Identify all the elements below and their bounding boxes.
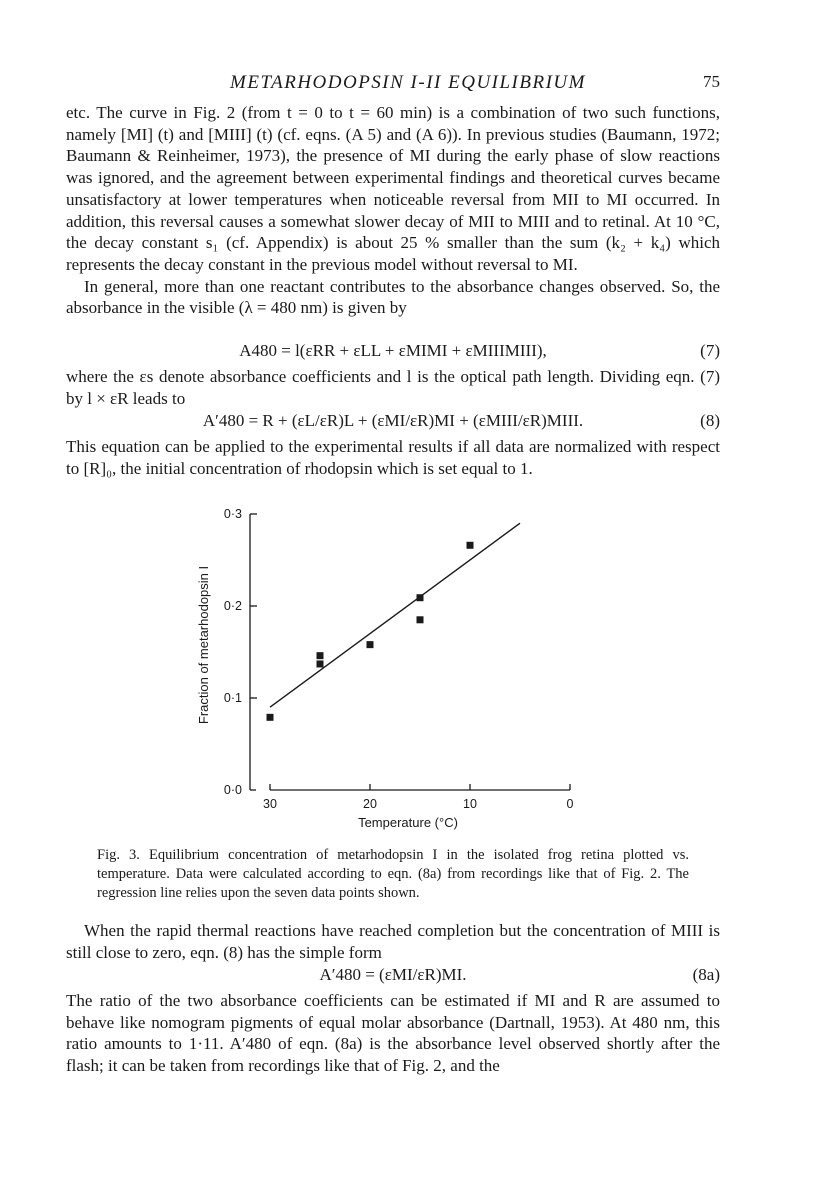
equation-formula: A′480 = R + (εL/εR)L + (εMI/εR)MI + (εMIII/εR)MIII. xyxy=(202,411,584,430)
paragraph-3-block xyxy=(66,436,720,479)
chart-axes xyxy=(250,514,570,790)
data-point xyxy=(417,616,424,623)
y-tick-label: 0·2 xyxy=(223,599,242,613)
paragraph-5-block xyxy=(66,990,720,1077)
y-tick-label: 0·1 xyxy=(223,691,242,705)
y-tick-label: 0·0 xyxy=(223,783,242,797)
data-point xyxy=(367,641,374,648)
paragraph-1-block xyxy=(66,102,720,319)
paragraph: This equation can be applied to the experimental results if all data are normalized with respect to [R]₀, the initial concentration of rhodopsin which is set equal to 1. xyxy=(66,437,720,478)
x-tick-label: 0 xyxy=(566,797,574,811)
x-axis-label: Temperature (°C) xyxy=(358,815,458,830)
paragraph: The ratio of the two absorbance coefficients can be estimated if MI and R are assumed to behave like nomogram pigments of equal molar absorbance (Dartnall, 1953). At 480 nm, this ratio amounts to 1·11. A′480 of eqn. (8a) is the absorbance level observed shortly after the flash; it can be taken from recordings like that of Fig. 2, and the xyxy=(66,991,720,1076)
equation-number: (8a) xyxy=(692,965,720,984)
equation-7 xyxy=(66,341,720,365)
paragraph: where the εs denote absorbance coefficients and l is the optical path length. Dividing eqn. (7) by l × εR leads to xyxy=(66,367,720,408)
y-tick-label: 0·3 xyxy=(223,507,242,521)
paragraph-4-block xyxy=(66,920,720,963)
figure-3 xyxy=(190,500,590,835)
running-title: METARHODOPSIN I-II EQUILIBRIUM xyxy=(230,72,586,93)
paragraph: In general, more than one reactant contributes to the absorbance changes observed. So, the absorbance in the visible (λ = 480 nm) is given by xyxy=(66,276,720,318)
paragraph: etc. The curve in Fig. 2 (from t = 0 to t = 60 min) is a combination of two such functions, namely [MI] (t) and [MIII] (t) (cf. eqns. (A 5) and (A 6)). In previous studies (Baumann, 1972; Baumann & Reinheimer, 1973), the presence of MI during the early phase of slow reactions was ignored, and the agreement between experimental findings and theoretical curves became unsatisfactory at lower temperatures when noticeable reversal from MII to MI occurred. In addition, this reversal causes a somewhat slower decay of MII to MIII and to retinal. At 10 °C, the decay constant s₁ (cf. Appendix) is about 25 % smaller than the sum (k₂ + k₄) which represents the decay constant in the previous model without reversal to MI. xyxy=(66,103,720,274)
data-point xyxy=(317,652,324,659)
equation-formula: A480 = l(εRR + εLL + εMIMI + εMIIIMIII), xyxy=(239,341,547,360)
y-axis-label: Fraction of metarhodopsin I xyxy=(196,565,211,725)
equation-formula: A′480 = (εMI/εR)MI. xyxy=(319,965,467,984)
equation-8 xyxy=(66,411,720,435)
chart-ticks xyxy=(224,507,574,811)
paragraph-2-block xyxy=(66,366,720,409)
equation-number: (7) xyxy=(700,341,720,360)
scatter-chart xyxy=(190,500,590,835)
equation-8a xyxy=(66,965,720,989)
data-point xyxy=(467,542,474,549)
data-point xyxy=(267,714,274,721)
data-point xyxy=(317,660,324,667)
page-number: 75 xyxy=(703,72,720,91)
equation-number: (8) xyxy=(700,411,720,430)
paragraph: When the rapid thermal reactions have reached completion but the concentration of MIII is still close to zero, eqn. (8) has the simple form xyxy=(66,921,720,962)
chart-marks xyxy=(267,523,521,721)
data-point xyxy=(417,594,424,601)
figure-caption: Fig. 3. Equilibrium concentration of metarhodopsin I in the isolated frog retina plotted vs. temperature. Data were calculated according to eqn. (8a) from recordings like that of Fig. 2. The regression line relies upon the seven data points shown. xyxy=(97,847,689,901)
x-tick-label: 20 xyxy=(363,797,377,811)
x-tick-label: 10 xyxy=(463,797,477,811)
regression-line xyxy=(270,523,520,707)
x-tick-label: 30 xyxy=(263,797,277,811)
page-header xyxy=(0,72,816,96)
